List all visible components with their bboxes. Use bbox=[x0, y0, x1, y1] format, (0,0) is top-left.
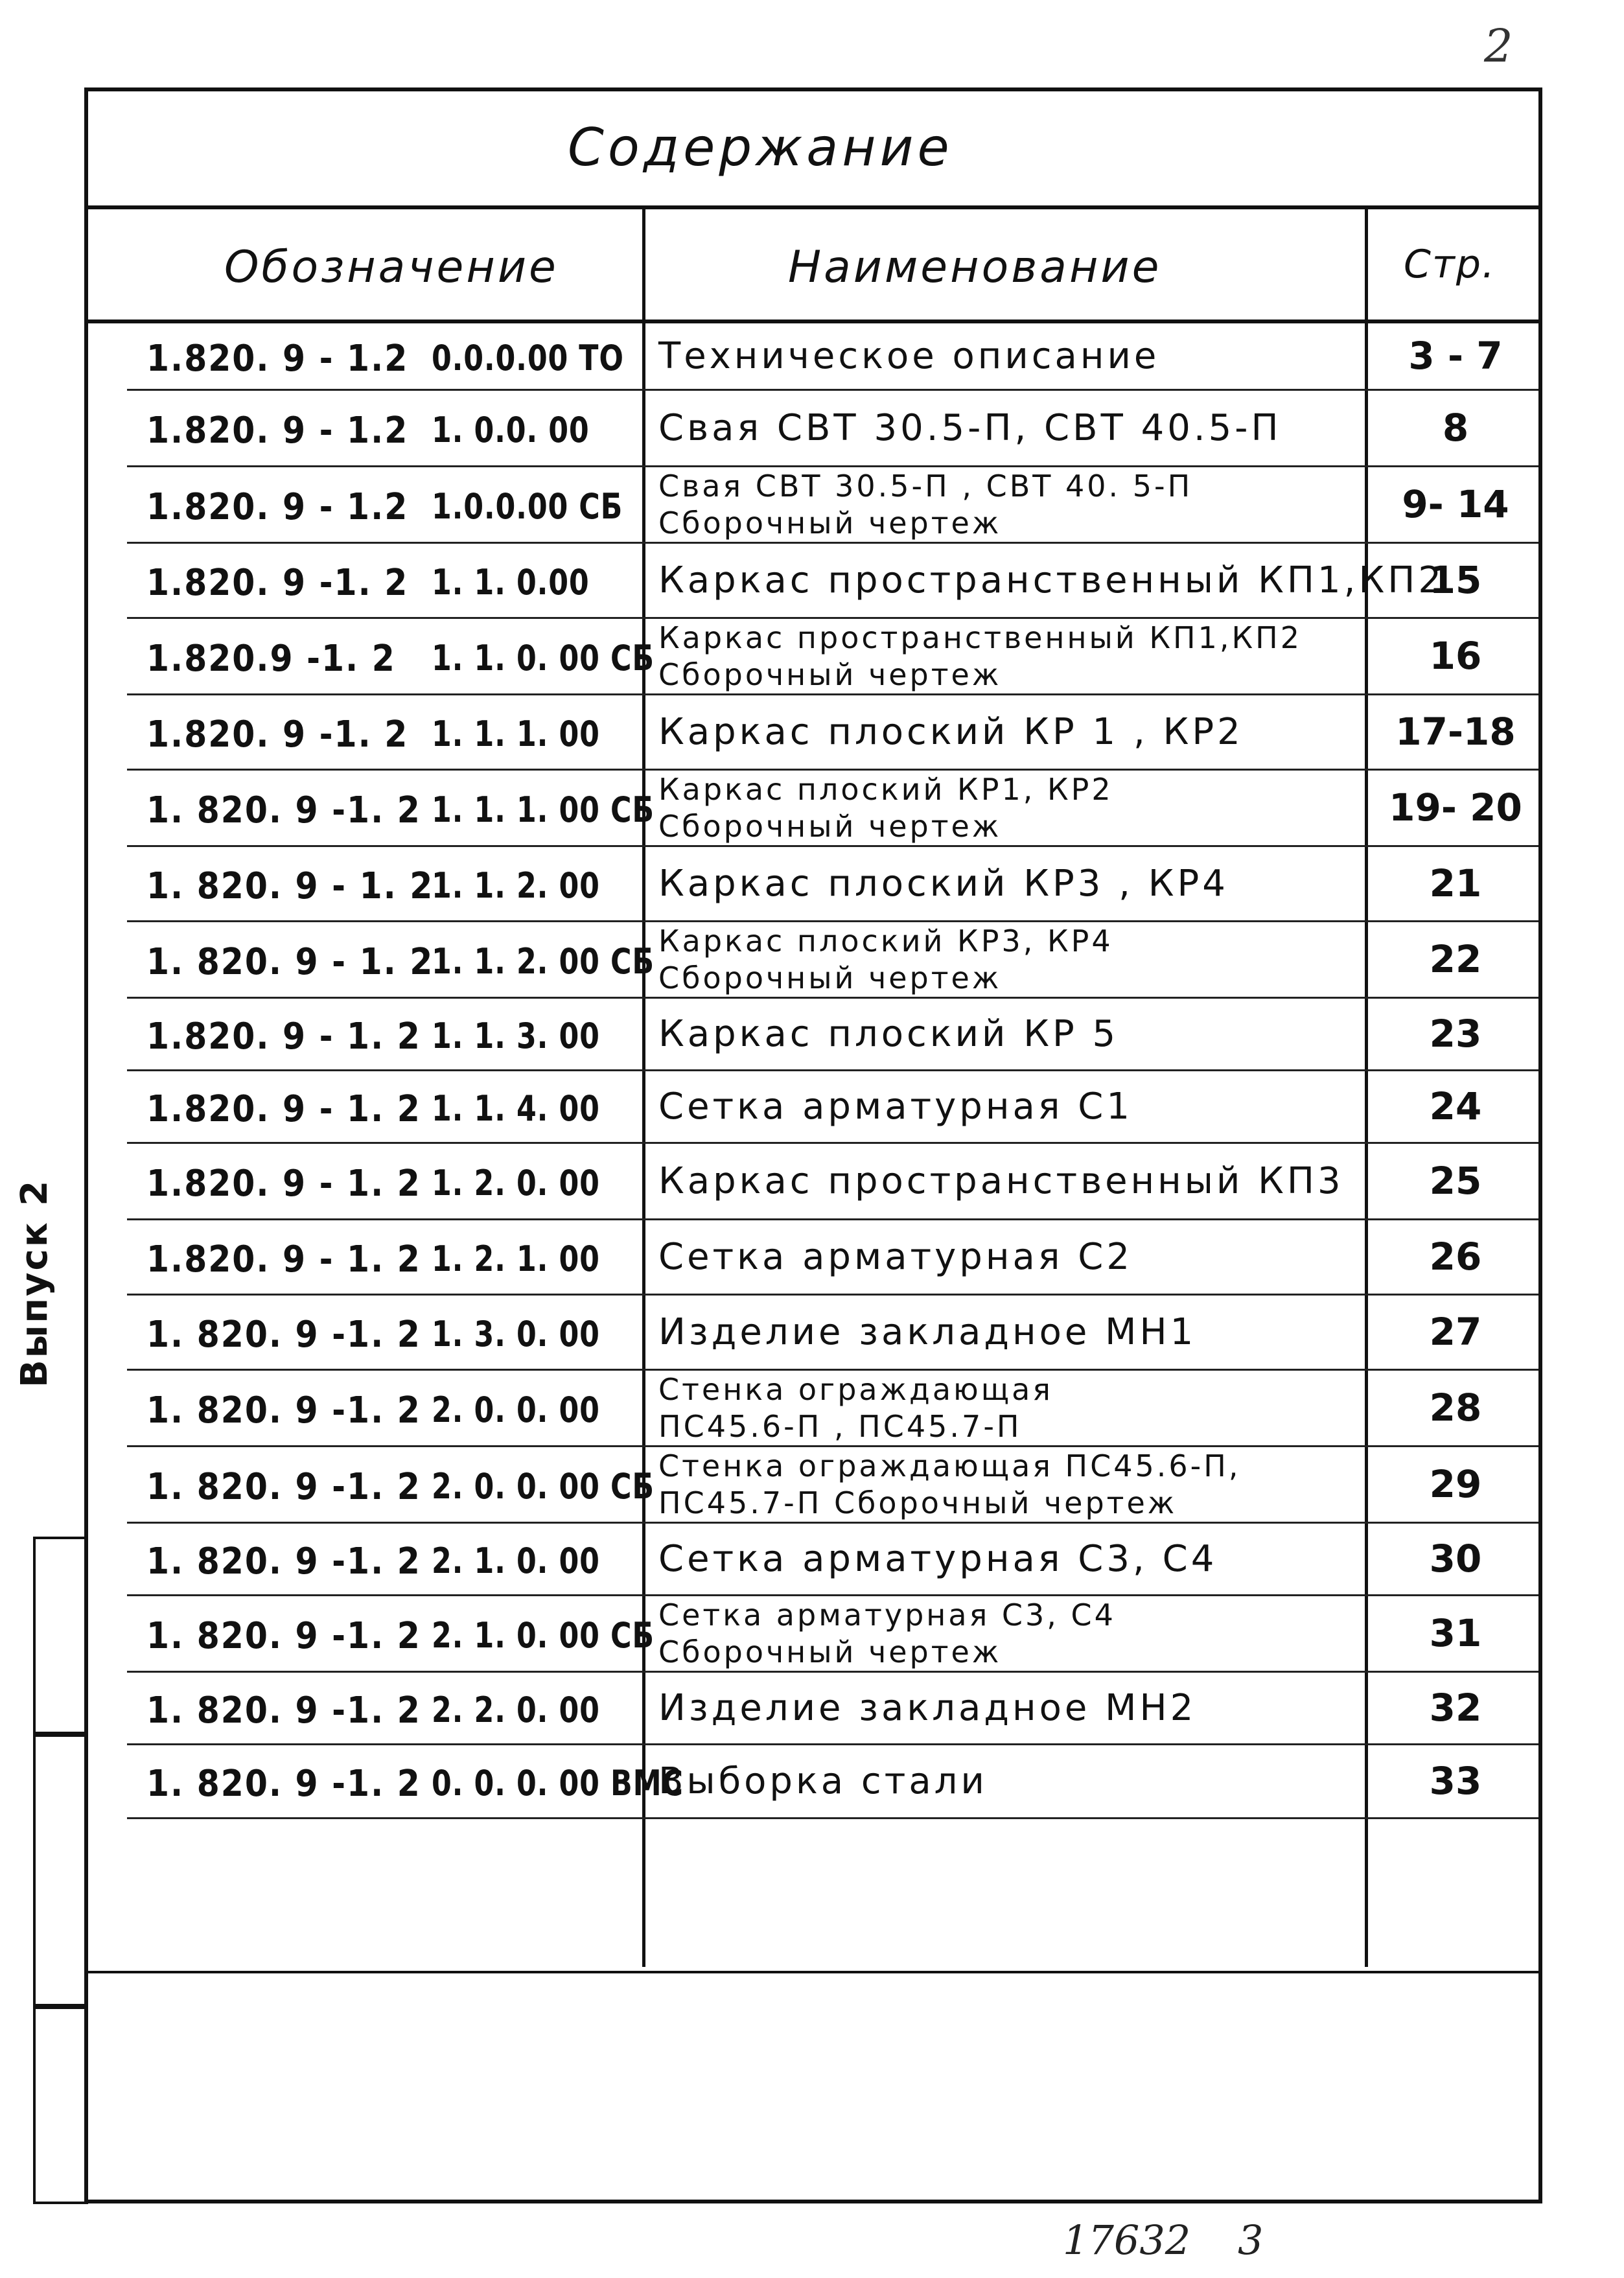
table-row bbox=[88, 1745, 1538, 1819]
row-name-second-line: ПС45.6-П , ПС45.7-П bbox=[658, 1409, 1022, 1444]
row-page: 29 bbox=[1429, 1462, 1482, 1506]
row-code-series: 1.820. 9 - 1.2 bbox=[146, 338, 409, 380]
row-page: 26 bbox=[1429, 1235, 1482, 1279]
row-code-series: 1.820. 9 -1. 2 bbox=[146, 562, 409, 604]
row-page: 15 bbox=[1429, 558, 1482, 602]
row-page: 24 bbox=[1429, 1084, 1482, 1128]
row-code-mark: 1. 1. 2. 00 СБ bbox=[432, 941, 655, 982]
table-row bbox=[88, 619, 1538, 695]
row-page: 27 bbox=[1429, 1310, 1482, 1354]
row-code-series: 1. 820. 9 -1. 2 bbox=[146, 1466, 421, 1508]
page-title: Содержание bbox=[568, 117, 953, 178]
row-name: Свая СВТ 30.5-П , СВТ 40. 5-П bbox=[658, 469, 1193, 504]
row-code-series: 1.820. 9 - 1. 2 bbox=[146, 1088, 421, 1130]
row-code-series: 1. 820. 9 -1. 2 bbox=[146, 789, 421, 831]
row-code-mark: 2. 1. 0. 00 СБ bbox=[432, 1615, 655, 1656]
title-row bbox=[88, 91, 1538, 209]
row-code-series: 1.820.9 -1. 2 bbox=[146, 638, 396, 680]
row-name: Каркас пространственный КП1,КП2 bbox=[658, 620, 1303, 655]
row-name-second-line: Сборочный чертеж bbox=[658, 506, 1002, 540]
row-name-second-line: Сборочный чертеж bbox=[658, 960, 1002, 995]
table-row bbox=[88, 1524, 1538, 1596]
table-row bbox=[88, 1596, 1538, 1673]
table-row bbox=[88, 467, 1538, 544]
table-row bbox=[88, 391, 1538, 467]
row-code-series: 1.820. 9 -1. 2 bbox=[146, 714, 409, 756]
row-code-mark: 1. 1. 1. 00 bbox=[432, 714, 600, 754]
row-code-series: 1.820. 9 - 1.2 bbox=[146, 410, 409, 452]
table-row bbox=[88, 847, 1538, 922]
row-name: Стенка ограждающая bbox=[658, 1372, 1053, 1407]
row-code-mark: 1. 1. 4. 00 bbox=[432, 1088, 600, 1129]
row-page: 25 bbox=[1429, 1159, 1482, 1203]
row-name: Стенка ограждающая ПС45.6-П, bbox=[658, 1448, 1241, 1483]
row-code-series: 1. 820. 9 -1. 2 bbox=[146, 1690, 421, 1732]
row-name: Выборка стали bbox=[658, 1760, 988, 1802]
row-name-second-line: Сборочный чертеж bbox=[658, 809, 1002, 844]
row-code-mark: 1. 1. 3. 00 bbox=[432, 1016, 600, 1056]
row-code-mark: 2. 0. 0. 00 bbox=[432, 1389, 600, 1430]
row-code-mark: 2. 2. 0. 00 bbox=[432, 1690, 600, 1730]
row-page: 31 bbox=[1429, 1611, 1482, 1655]
header-name: Наименование bbox=[788, 242, 1162, 293]
row-name: Каркас плоский КР 5 bbox=[658, 1013, 1119, 1055]
row-code-series: 1. 820. 9 -1. 2 bbox=[146, 1540, 421, 1583]
table-row bbox=[88, 695, 1538, 771]
header-code: Обозначение bbox=[224, 242, 559, 293]
document-frame bbox=[14, 87, 1542, 2203]
row-code-series: 1. 820. 9 -1. 2 bbox=[146, 1763, 421, 1805]
row-code-series: 1. 820. 9 -1. 2 bbox=[146, 1389, 421, 1432]
row-code-series: 1.820. 9 - 1. 2 bbox=[146, 1016, 421, 1058]
row-name: Каркас плоский КР3 , КР4 bbox=[658, 863, 1229, 905]
row-page: 17-18 bbox=[1395, 710, 1516, 754]
row-name: Сетка арматурная С3, С4 bbox=[658, 1538, 1218, 1580]
table-bottom-line bbox=[88, 1971, 1538, 1973]
row-name: Каркас плоский КР3, КР4 bbox=[658, 924, 1113, 959]
table-row bbox=[88, 922, 1538, 999]
row-code-mark: 1. 2. 1. 00 bbox=[432, 1238, 600, 1279]
side-label bbox=[14, 1180, 72, 1388]
row-page: 30 bbox=[1429, 1537, 1482, 1581]
table-header bbox=[88, 209, 1538, 323]
row-divider bbox=[127, 1817, 1538, 1819]
table-row bbox=[88, 999, 1538, 1071]
row-page: 28 bbox=[1429, 1386, 1482, 1430]
row-code-mark: 1. 1. 0. 00 СБ bbox=[432, 638, 655, 679]
row-name: Свая СВТ 30.5-П, СВТ 40.5-П bbox=[658, 407, 1282, 449]
row-name: Сетка арматурная С1 bbox=[658, 1086, 1133, 1128]
side-stamp-box bbox=[33, 2006, 88, 2204]
row-page: 32 bbox=[1429, 1686, 1482, 1730]
row-name: Изделие закладное МН2 bbox=[658, 1687, 1197, 1729]
row-name-second-line: Сборочный чертеж bbox=[658, 657, 1002, 692]
side-stamp-box bbox=[33, 1734, 88, 2006]
row-code-series: 1. 820. 9 -1. 2 bbox=[146, 1615, 421, 1657]
row-code-mark: 1. 1. 2. 00 bbox=[432, 865, 600, 906]
side-stamp-box bbox=[33, 1537, 88, 1734]
footer-sheet: 3 bbox=[1238, 2216, 1264, 2264]
table-row bbox=[88, 1371, 1538, 1447]
row-code-series: 1. 820. 9 - 1. 2 bbox=[146, 865, 434, 907]
page-number: 2 bbox=[1484, 19, 1513, 73]
row-page: 16 bbox=[1429, 634, 1482, 678]
row-page: 19- 20 bbox=[1389, 785, 1522, 830]
row-name-second-line: Сборочный чертеж bbox=[658, 1634, 1002, 1669]
side-label-text: Выпуск 2 bbox=[14, 1178, 56, 1388]
row-code-mark: 2. 1. 0. 00 bbox=[432, 1540, 600, 1581]
row-code-mark: 1.0.0.00 СБ bbox=[432, 486, 623, 527]
row-code-mark: 2. 0. 0. 00 СБ bbox=[432, 1466, 655, 1507]
row-name: Техническое описание bbox=[658, 335, 1160, 377]
table-row bbox=[88, 323, 1538, 391]
row-page: 9- 14 bbox=[1402, 482, 1509, 526]
row-name: Каркас пространственный КП1,КП2 bbox=[658, 559, 1444, 601]
row-name: Каркас плоский КР 1 , КР2 bbox=[658, 711, 1244, 753]
table-row bbox=[88, 771, 1538, 847]
row-page: 3 - 7 bbox=[1408, 334, 1503, 378]
table-row bbox=[88, 1071, 1538, 1144]
table-row bbox=[88, 1144, 1538, 1220]
row-code-mark: 1. 1. 1. 00 СБ bbox=[432, 789, 655, 830]
row-code-series: 1.820. 9 - 1.2 bbox=[146, 486, 409, 528]
row-code-mark: 0.0.0.00 ТО bbox=[432, 338, 624, 378]
row-page: 33 bbox=[1429, 1759, 1482, 1803]
row-code-series: 1. 820. 9 - 1. 2 bbox=[146, 941, 434, 983]
table-row bbox=[88, 1673, 1538, 1745]
row-page: 23 bbox=[1429, 1012, 1482, 1056]
row-page: 21 bbox=[1429, 861, 1482, 905]
row-page: 22 bbox=[1429, 937, 1482, 981]
table-row bbox=[88, 1296, 1538, 1371]
footer-number: 17632 bbox=[1063, 2216, 1191, 2264]
row-name: Сетка арматурная С3, С4 bbox=[658, 1598, 1116, 1633]
row-code-mark: 1. 3. 0. 00 bbox=[432, 1314, 600, 1354]
row-name: Каркас плоский КР1, КР2 bbox=[658, 772, 1113, 807]
row-page: 8 bbox=[1442, 406, 1469, 450]
row-name: Изделие закладное МН1 bbox=[658, 1311, 1197, 1353]
row-code-mark: 1. 0.0. 00 bbox=[432, 410, 590, 450]
row-code-mark: 1. 1. 0.00 bbox=[432, 562, 590, 603]
row-code-series: 1.820. 9 - 1. 2 bbox=[146, 1238, 421, 1281]
row-code-series: 1. 820. 9 -1. 2 bbox=[146, 1314, 421, 1356]
row-name: Каркас пространственный КП3 bbox=[658, 1160, 1344, 1202]
row-code-mark: 0. 0. 0. 00 ВМС bbox=[432, 1763, 684, 1804]
row-name-second-line: ПС45.7-П Сборочный чертеж bbox=[658, 1485, 1177, 1520]
table-row bbox=[88, 544, 1538, 619]
table-row bbox=[88, 1447, 1538, 1524]
header-page: Стр. bbox=[1404, 242, 1496, 287]
row-name: Сетка арматурная С2 bbox=[658, 1236, 1133, 1278]
row-code-series: 1.820. 9 - 1. 2 bbox=[146, 1163, 421, 1205]
row-code-mark: 1. 2. 0. 00 bbox=[432, 1163, 600, 1203]
table-row bbox=[88, 1220, 1538, 1296]
